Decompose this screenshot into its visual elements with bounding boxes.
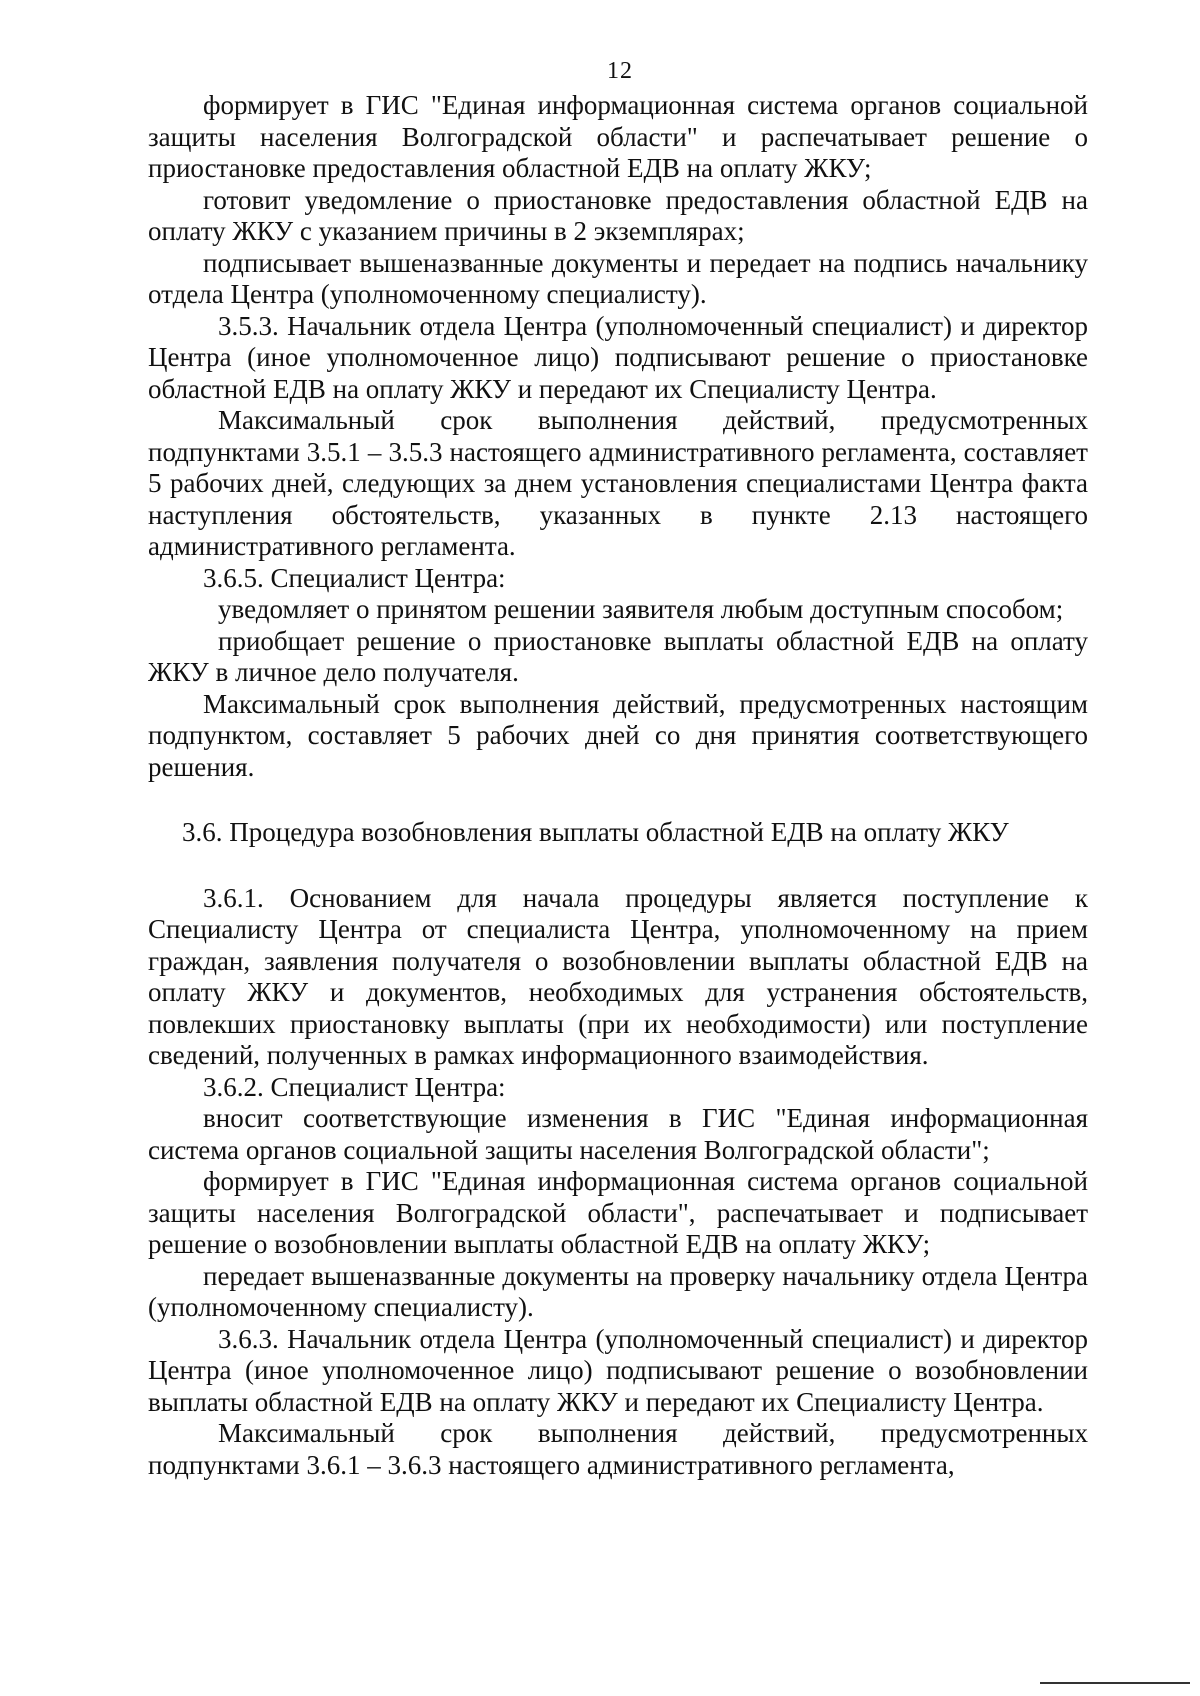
paragraph-max-term-3-6: Максимальный срок выполнения действий, предусмотренных подпунктами 3.6.1 – 3.6.3 настоящего административного регламента, (148, 1418, 1088, 1480)
scan-edge-line (1040, 1682, 1190, 1684)
paragraph-3-6-1: 3.6.1. Основанием для начала процедуры является поступление к Специалисту Центра от специалиста Центра, уполномоченному на прием граждан, заявления получателя о возобновлении выплаты областной ЕДВ на оплату ЖКУ и документов, необходимых для устранения обстоятельств, повлекших приостановку выплаты (при их необходимости) или поступление сведений, полученных в рамках информационного взаимодействия. (148, 882, 1088, 1070)
paragraph-form-decision: формирует в ГИС "Единая информационная система органов социальной защиты населения Волгоградской области" и распечатывает решение о приостановке предоставления областной ЕДВ на оплату ЖКУ; (148, 90, 1088, 183)
paragraph-form-resume-decision: формирует в ГИС "Единая информационная система органов социальной защиты населения Волгоградской области", распечатывает и подписывает решение о возобновлении выплаты областной ЕДВ на оплату ЖКУ; (148, 1166, 1088, 1259)
paragraph-3-5-3: 3.5.3. Начальник отдела Центра (уполномоченный специалист) и директор Центра (иное уполномоченное лицо) подписывают решение о приостановке областной ЕДВ на оплату ЖКУ и передают их Специалисту Центра. (148, 310, 1088, 404)
paragraph-notify-applicant: уведомляет о принятом решении заявителя любым доступным способом; (218, 594, 1064, 624)
paragraph-attach-decision: приобщает решение о приостановке выплаты областной ЕДВ на оплату ЖКУ в личное дело получателя. (148, 625, 1088, 687)
paragraph-prepare-notice: готовит уведомление о приостановке предоставления областной ЕДВ на оплату ЖКУ с указанием причины в 2 экземплярах; (148, 184, 1088, 246)
paragraph-sign-transfer: подписывает вышеназванные документы и передает на подпись начальнику отдела Центра (уполномоченному специалисту). (148, 247, 1088, 309)
document-body (148, 90, 1088, 1481)
paragraph-3-6-2: 3.6.2. Специалист Центра: (203, 1071, 506, 1102)
paragraph-max-term-3-6-5: Максимальный срок выполнения действий, предусмотренных настоящим подпунктом, составляет 5 рабочих дней со дня принятия соответствующего решения. (148, 688, 1088, 782)
paragraph-max-term-3-5: Максимальный срок выполнения действий, предусмотренных подпунктами 3.5.1 – 3.5.3 настоящего административного регламента, составляет 5 рабочих дней, следующих за днем установления специалистами Центра факта наступления обстоятельств, указанных в пункте 2.13 настоящего административного регламента. (148, 405, 1088, 561)
paragraph-3-6-5: 3.6.5. Специалист Центра: (203, 562, 506, 593)
paragraph-make-changes: вносит соответствующие изменения в ГИС "Единая информационная система органов социальной защиты населения Волгоградской области"; (148, 1103, 1088, 1165)
section-heading-3-6: 3.6. Процедура возобновления выплаты областной ЕДВ на оплату ЖКУ (182, 817, 1009, 847)
paragraph-transfer-check: передает вышеназванные документы на проверку начальнику отдела Центра (уполномоченному специалисту). (148, 1260, 1088, 1322)
page-number: 12 (607, 58, 633, 84)
paragraph-3-6-3: 3.6.3. Начальник отдела Центра (уполномоченный специалист) и директор Центра (иное уполномоченное лицо) подписывают решение о возобновлении выплаты областной ЕДВ на оплату ЖКУ и передают их Специалисту Центра. (148, 1323, 1088, 1417)
